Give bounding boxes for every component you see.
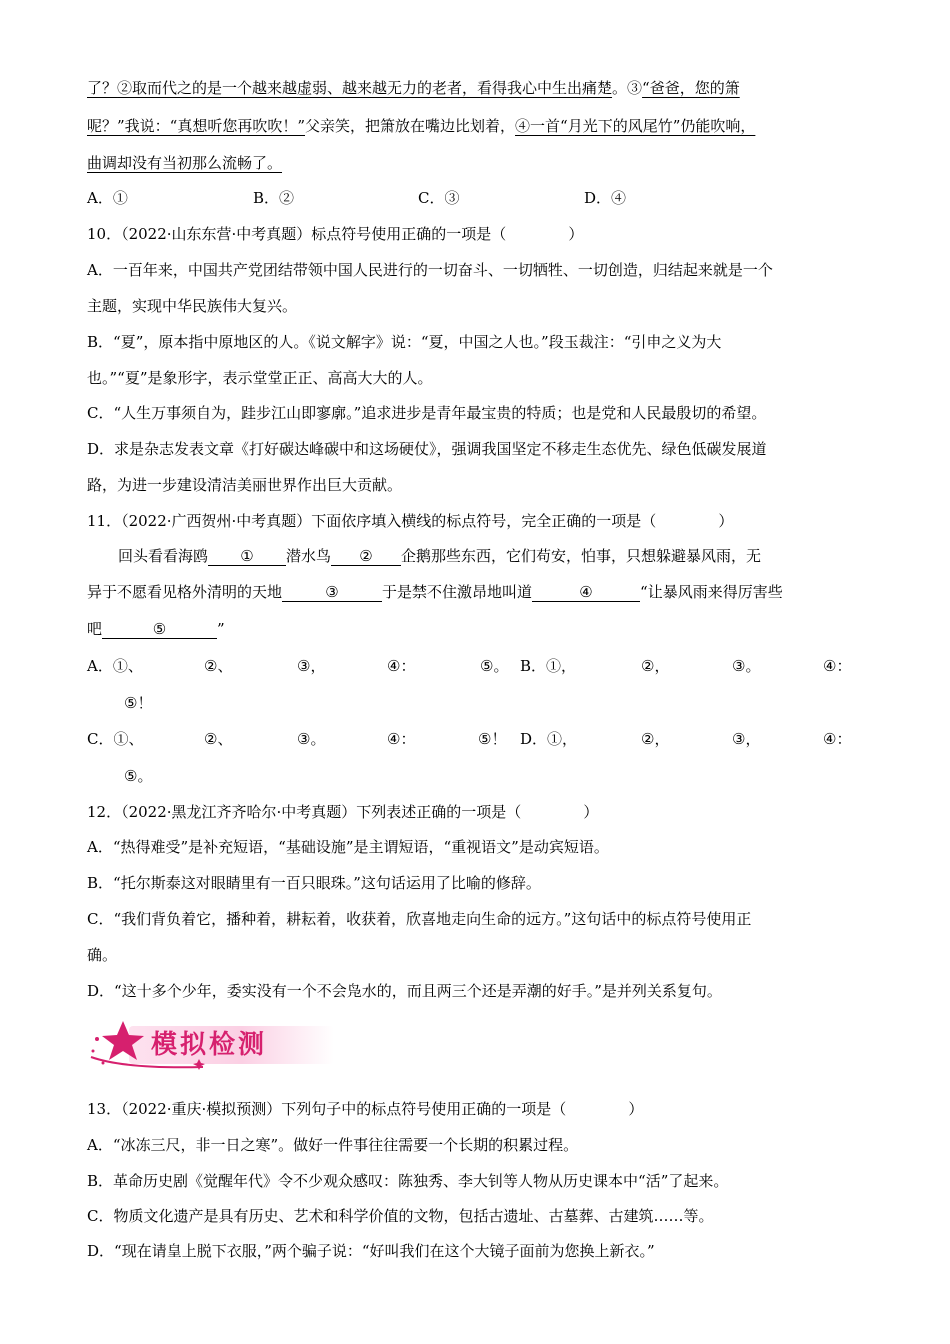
q11-text: 于是禁不住激昂地叫道: [382, 583, 533, 601]
q12-option-b: B．“托尔斯泰这对眼睛里有一百只眼珠。”这句话运用了比喻的修辞。: [87, 874, 541, 892]
q11-option-c-part: ⑤！: [478, 730, 507, 748]
q9-sentence-4-cont: 曲调却没有当初那么流畅了。: [87, 154, 283, 172]
q11-option-b-part: ④：: [823, 657, 852, 675]
q11-text: 回头看看海鸥: [118, 547, 209, 565]
q9-option-b: B．②: [253, 189, 295, 207]
q11-stem-text: 11．（2022·广西贺州·中考真题）下面依序填入横线的标点符号，完全正确的一项是（: [87, 512, 657, 530]
q11-text: ”: [217, 620, 225, 638]
q11-stem-end: ）: [718, 512, 734, 530]
q11-option-c: C．①、: [87, 730, 144, 748]
q9-sentence-4: ④一首“月光下的风尾竹”仍能吹响，: [515, 117, 756, 135]
q11-text: 企鹅那些东西，它们苟安，怕事，只想躲避暴风雨，无: [401, 547, 762, 565]
q11-option-b-part: ③。: [732, 657, 761, 675]
q9-line-1: [87, 78, 740, 98]
q10-stem-end: ）: [568, 225, 584, 243]
q12-stem: [87, 802, 598, 822]
q10-option-a-cont: 主题，实现中华民族伟大复兴。: [87, 297, 298, 315]
section-title: 模拟检测: [151, 1030, 268, 1060]
q11-option-d-part: ②，: [641, 730, 670, 748]
q13-option-d: D．“现在请皇上脱下衣服，”两个骗子说：“好叫我们在这个大镜子面前为您换上新衣。”: [87, 1242, 655, 1260]
q10-option-a: A．一百年来，中国共产党团结带领中国人民进行的一切奋斗、一切牺牲、一切创造，归结起来就是一个: [87, 261, 773, 279]
q13-stem: [87, 1099, 643, 1119]
q11-option-c-part: ②、: [204, 730, 233, 748]
q9-line-2: [87, 116, 755, 136]
q11-passage-line-1: [118, 546, 761, 566]
q11-option-a-part: ②、: [204, 657, 233, 675]
q11-option-d-part: ③，: [732, 730, 761, 748]
q11-option-d-part: ④：: [823, 730, 852, 748]
q9-text: 了？: [87, 79, 118, 97]
q11-option-a-part: ⑤。: [480, 657, 509, 675]
q12-option-c-cont: 确。: [87, 946, 118, 964]
q9-sentence-3: “爸爸，您的箫: [642, 79, 740, 97]
q11-option-b-end: ⑤！: [124, 694, 153, 712]
q13-stem-end: ）: [628, 1100, 644, 1118]
q9-line-3: [87, 153, 282, 173]
q11-option-b: B．①，: [520, 657, 577, 675]
blank-4: ④: [532, 583, 640, 602]
q9-text: 父亲笑，把箫放在嘴边比划着，: [305, 117, 516, 135]
q13-option-a: A．“冰冻三尺，非一日之寒”。做好一件事往往需要一个长期的积累过程。: [87, 1136, 579, 1154]
q13-stem-text: 13．（2022·重庆·模拟预测）下列句子中的标点符号使用正确的一项是（: [87, 1100, 567, 1118]
q11-option-a-part: ③，: [297, 657, 326, 675]
q11-text: 潜水鸟: [286, 547, 332, 565]
q10-stem-text: 10．（2022·山东东营·中考真题）标点符号使用正确的一项是（: [87, 225, 507, 243]
q13-option-c: C．物质文化遗产是具有历史、艺术和科学价值的文物，包括古遗址、古墓葬、古建筑……等。: [87, 1207, 714, 1225]
q9-option-a: A．①: [87, 189, 128, 207]
q11-option-d-end: ⑤。: [124, 767, 153, 785]
q11-text: 异于不愿看见格外清明的天地: [87, 583, 283, 601]
q9-text: 。③: [612, 79, 643, 97]
q9-option-c: C．③: [418, 189, 460, 207]
q9-sentence-3-cont: 呢？”我说：“真想听您再吹吹！”: [87, 117, 306, 135]
q10-option-d: D．求是杂志发表文章《打好碳达峰碳中和这场硬仗》，强调我国坚定不移走生态优先、绿色低碳发展道: [87, 440, 767, 458]
q10-option-d-cont: 路，为进一步建设清洁美丽世界作出巨大贡献。: [87, 476, 403, 494]
q11-passage-line-2: [87, 582, 783, 602]
q11-text: 吧: [87, 620, 103, 638]
q11-stem: [87, 511, 733, 531]
q11-option-c-part: ③。: [297, 730, 326, 748]
q13-option-b: B．革命历史剧《觉醒年代》令不少观众感叹：陈独秀、李大钊等人物从历史课本中“活”了起来。: [87, 1172, 729, 1190]
q10-option-b: B．“夏”，原本指中原地区的人。《说文解字》说：“夏，中国之人也。”段玉裁注：“引申之义为大: [87, 333, 722, 351]
q9-option-d: D．④: [584, 189, 627, 207]
q11-option-b-part: ②，: [641, 657, 670, 675]
blank-2: ②: [331, 547, 401, 566]
q9-sentence-2: ②取而代之的是一个越来越虚弱、越来越无力的老者，看得我心中生出痛楚: [117, 79, 613, 97]
blank-3: ③: [282, 583, 382, 602]
blank-5: ⑤: [102, 620, 217, 639]
q12-option-d: D．“这十多个少年，委实没有一个不会凫水的，而且两三个还是弄潮的好手。”是并列关系复句。: [87, 982, 722, 1000]
q10-stem: [87, 224, 583, 244]
q11-option-a: A．①、: [87, 657, 143, 675]
q10-option-c: C．“人生万事须自为，跬步江山即寥廓。”追求进步是青年最宝贵的特质；也是党和人民最殷切的希望。: [87, 404, 767, 422]
q11-text: “让暴风雨来得厉害些: [640, 583, 783, 601]
q12-stem-text: 12．（2022·黑龙江齐齐哈尔·中考真题）下列表述正确的一项是（: [87, 803, 522, 821]
section-banner: [85, 1017, 300, 1077]
blank-1: ①: [208, 547, 286, 566]
q11-option-a-part: ④：: [387, 657, 416, 675]
q11-passage-line-3: [87, 619, 225, 639]
q10-option-b-cont: 也。”“夏”是象形字，表示堂堂正正、高高大大的人。: [87, 369, 433, 387]
q12-stem-end: ）: [583, 803, 599, 821]
q12-option-c: C．“我们背负着它，播种着，耕耘着，收获着，欣喜地走向生命的远方。”这句话中的标点符号使用正: [87, 910, 752, 928]
q12-option-a: A．“热得难受”是补充短语，“基础设施”是主谓短语，“重视语文”是动宾短语。: [87, 838, 609, 856]
q11-option-d: D．①，: [520, 730, 578, 748]
q11-option-c-part: ④：: [387, 730, 416, 748]
